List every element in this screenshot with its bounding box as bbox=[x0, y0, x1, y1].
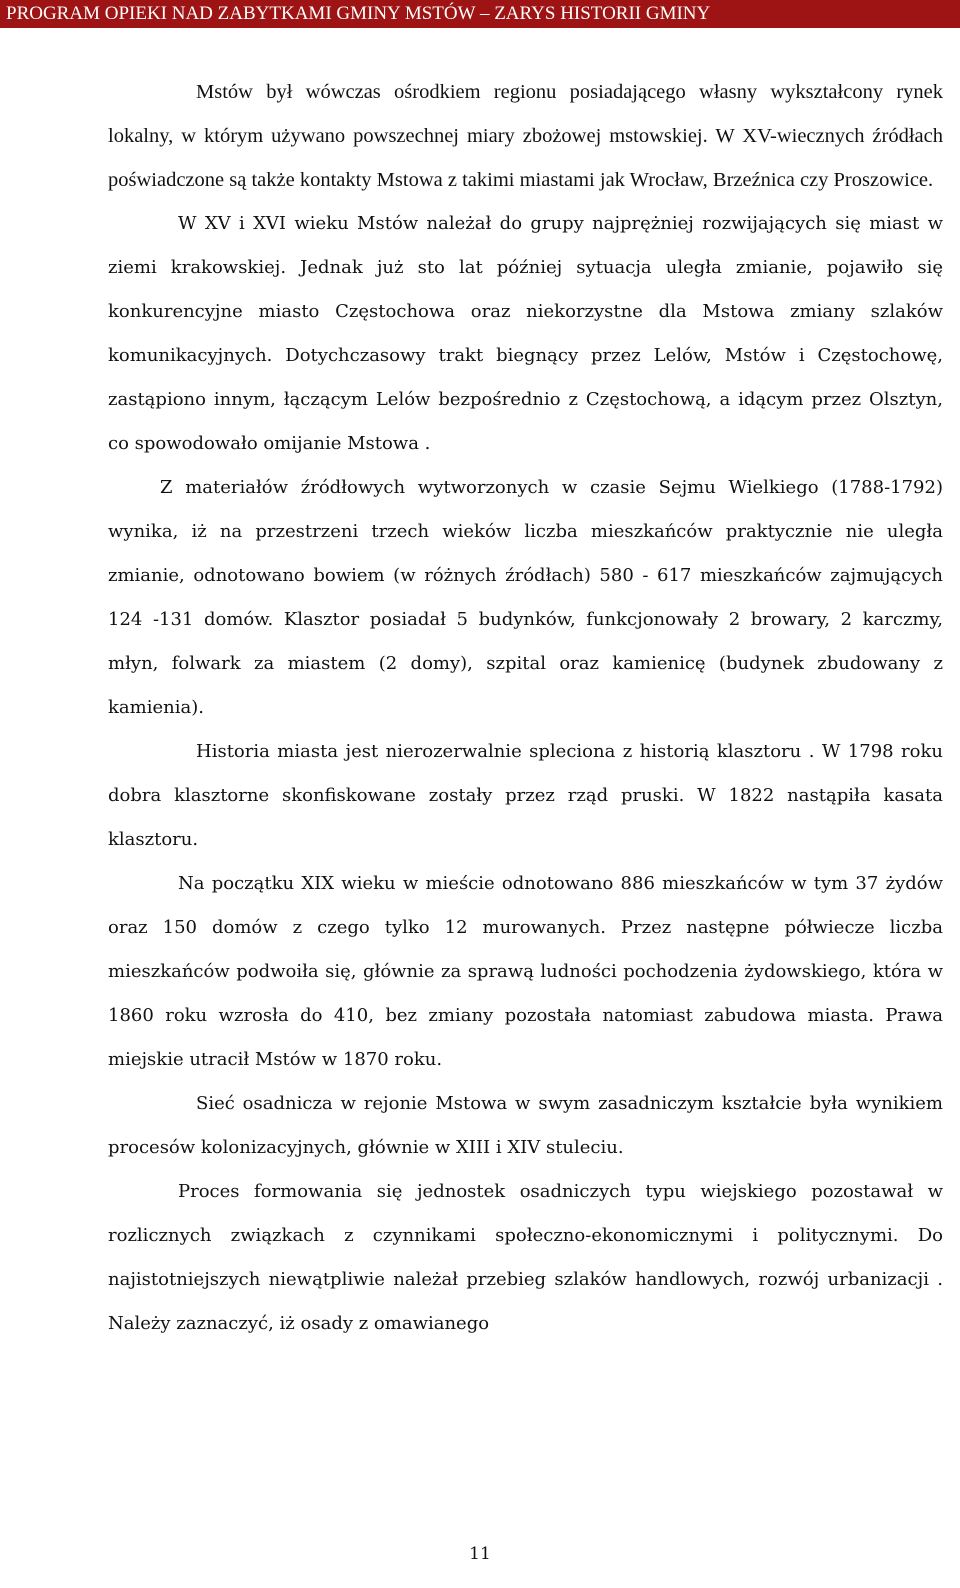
paragraph-3: Z materiałów źródłowych wytworzonych w czasie Sejmu Wielkiego (1788-1792) wynika, iż na przestrzeni trzech wieków liczba mieszkańców praktycznie nie uległa zmianie, odnotowano bowiem (w różnych źródłach) 580 - 617 mieszkańców zajmujących 124 -131 domów. Klasztor posiadał 5 budynków, funkcjonowały 2 browary, 2 karczmy, młyn, folwark za miastem (2 domy), szpital oraz kamienicę (budynek zbudowany z kamienia). bbox=[108, 477, 943, 718]
paragraph-4: Historia miasta jest nierozerwalnie spleciona z historią klasztoru . W 1798 roku dobra klasztorne skonfiskowane zostały przez rząd pruski. W 1822 nastąpiła kasata klasztoru. bbox=[108, 741, 943, 850]
paragraph-6: Sieć osadnicza w rejonie Mstowa w swym zasadniczym kształcie była wynikiem procesów kolonizacyjnych, głównie w XIII i XIV stuleciu. bbox=[108, 1093, 943, 1158]
document-body bbox=[108, 70, 943, 1346]
paragraph-5: Na początku XIX wieku w mieście odnotowano 886 mieszkańców w tym 37 żydów oraz 150 domów z czego tylko 12 murowanych. Przez następne półwiecze liczba mieszkańców podwoiła się, głównie za sprawą ludności pochodzenia żydowskiego, która w 1860 roku wzrosła do 410, bez zmiany pozostała natomiast zabudowa miasta. Prawa miejskie utracił Mstów w 1870 roku. bbox=[108, 873, 943, 1070]
paragraph-1: Mstów był wówczas ośrodkiem regionu posiadającego własny wykształcony rynek lokalny, w którym używano powszechnej miary zbożowej mstowskiej. W XV-wiecznych źródłach poświadczone są także kontakty Mstowa z takimi miastami jak Wrocław, Brzeźnica czy Proszowice. bbox=[108, 81, 943, 191]
page-header: PROGRAM OPIEKI NAD ZABYTKAMI GMINY MSTÓW – ZARYS HISTORII GMINY bbox=[0, 0, 960, 28]
paragraph-2: W XV i XVI wieku Mstów należał do grupy najprężniej rozwijających się miast w ziemi krakowskiej. Jednak już sto lat później sytuacja uległa zmianie, pojawiło się konkurencyjne miasto Częstochowa oraz niekorzystne dla Mstowa zmiany szlaków komunikacyjnych. Dotychczasowy trakt biegnący przez Lelów, Mstów i Częstochowę, zastąpiono innym, łączącym Lelów bezpośrednio z Częstochową, a idącym przez Olsztyn, co spowodowało omijanie Mstowa . bbox=[108, 213, 943, 454]
page-number: 11 bbox=[469, 1544, 491, 1564]
paragraph-7: Proces formowania się jednostek osadniczych typu wiejskiego pozostawał w rozlicznych związkach z czynnikami społeczno-ekonomicznymi i politycznymi. Do najistotniejszych niewątpliwie należał przebieg szlaków handlowych, rozwój urbanizacji . Należy zaznaczyć, iż osady z omawianego bbox=[108, 1181, 943, 1334]
